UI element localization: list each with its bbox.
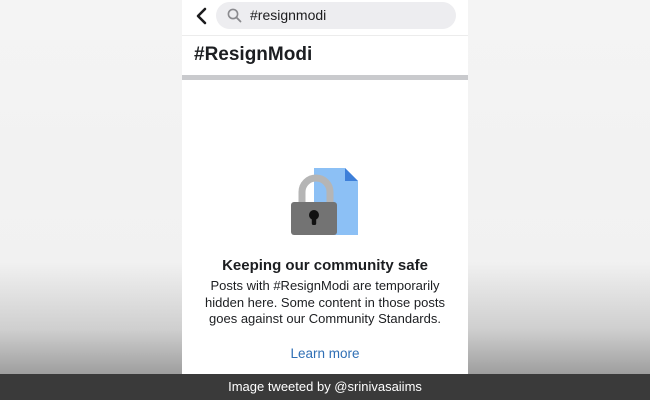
lock-document-icon [288, 165, 362, 239]
phone-screen [182, 0, 468, 374]
page-title: #ResignModi [194, 44, 313, 65]
search-query: #resignmodi [250, 7, 327, 23]
image-caption: Image tweeted by @srinivasaiims [228, 379, 422, 394]
background-left [0, 0, 182, 374]
section-separator [182, 75, 468, 80]
top-bar [182, 0, 468, 34]
caption-bar [0, 374, 650, 400]
learn-more-link[interactable]: Learn more [290, 346, 360, 361]
chevron-left-icon[interactable] [194, 7, 210, 25]
notice-heading: Keeping our community safe [222, 257, 428, 274]
search-icon [227, 8, 242, 23]
divider [182, 35, 468, 36]
search-input[interactable] [216, 2, 456, 29]
background-right [468, 0, 650, 374]
notice-body: Posts with #ResignModi are temporarily hidden here. Some content in those posts goes against our Community Standards. [205, 278, 445, 326]
